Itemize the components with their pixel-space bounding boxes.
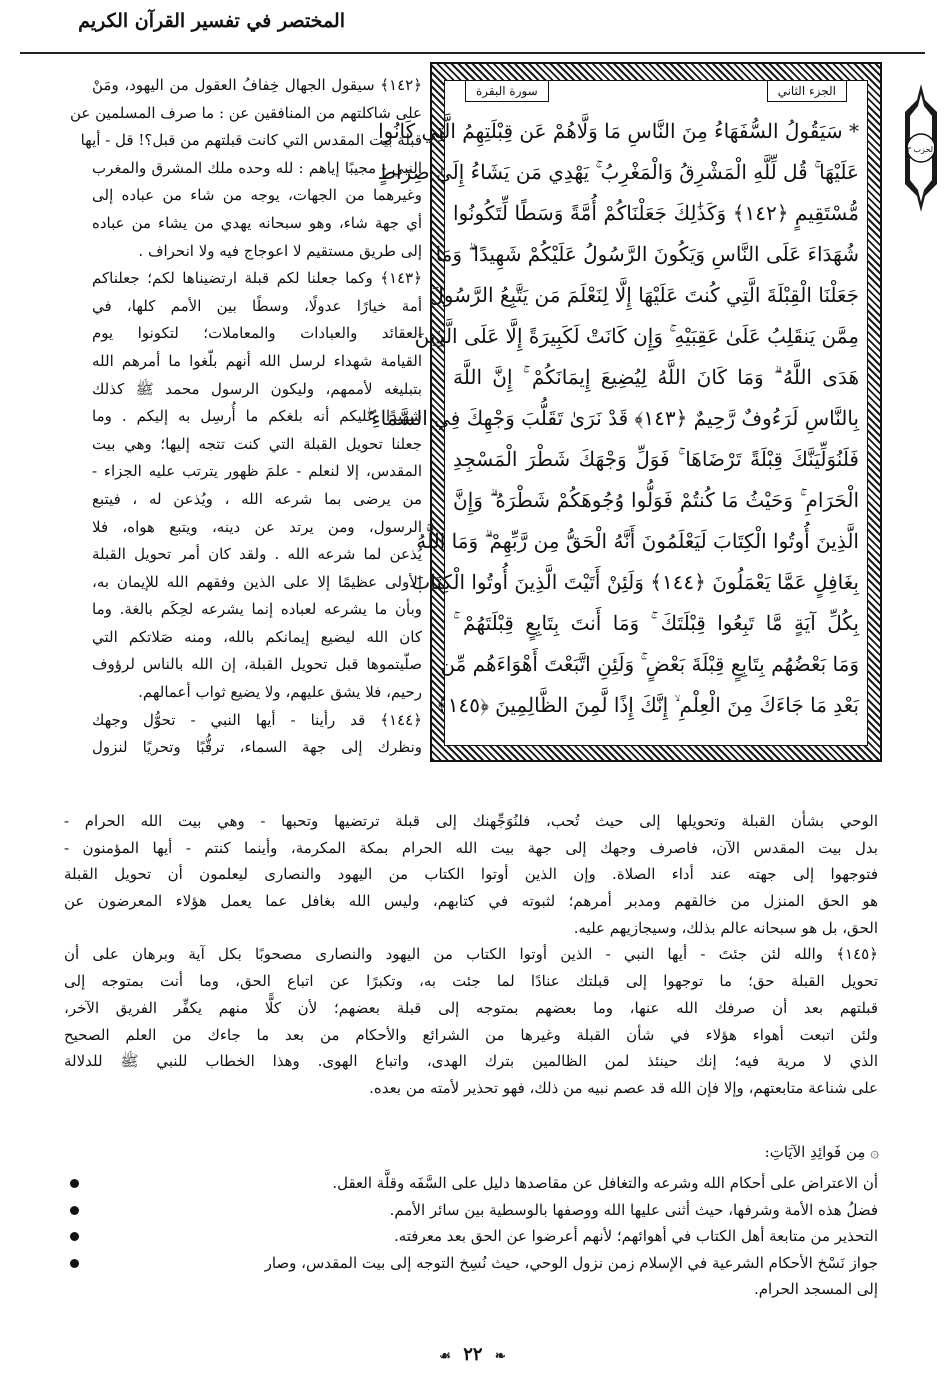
benefit-item <box>64 1250 878 1277</box>
tafsir-line: القيامة شهداء لرسل الله أنهم بلّغوا ما أمرهم الله <box>92 351 422 370</box>
quran-line: بِكُلِّ آيَةٍ مَّا تَبِعُوا قِبْلَتَكَ ۚ وَمَا أَنتَ بِتَابِعٍ قِبْلَتَهُمْ ۚ <box>453 611 859 635</box>
quran-line: * سَيَقُولُ السُّفَهَاءُ مِنَ النَّاسِ مَا وَلَّاهُمْ عَن قِبْلَتِهِمُ الَّتِي كَانُوا <box>378 119 859 143</box>
quran-line: مِمَّن يَنقَلِبُ عَلَىٰ عَقِبَيْهِ ۚ وَإِن كَانَتْ لَكَبِيرَةً إِلَّا عَلَى الَّذِينَ <box>414 324 859 348</box>
benefit-text: أن الاعتراض على أحكام الله وشرعه والتغافل عن مقاصدها دليل على السَّفَه وقلَّة العقل. <box>332 1174 878 1192</box>
quran-line: عَلَيْهَا ۚ قُل لِّلَّهِ الْمَشْرِقُ وَالْمَغْرِبُ ۚ يَهْدِي مَن يَشَاءُ إِلَىٰ صِرَاطٍ <box>377 160 859 184</box>
benefits-heading: ۞ مِن فَوائِدِ الآيَاتِ: <box>764 1143 879 1161</box>
tafsir-line: هو الحق المنزل من خالقهم ومدبر أمرهم؛ لثبوته في كتابهم، وليس الله بغافل عما يعمل هؤلاء المعرضون عن <box>64 892 878 911</box>
ornament-icon: ❧ <box>494 1349 506 1364</box>
tafsir-line: بتبليغه لأممهم، وليكون الرسول محمد ﷺ كذلك <box>92 379 422 398</box>
quran-line: مُّسْتَقِيمٍ ﴿١٤٢﴾ وَكَذَٰلِكَ جَعَلْنَاكُمْ أُمَّةً وَسَطًا لِّتَكُونُوا <box>453 201 859 225</box>
benefit-text: فضلُ هذه الأمة وشرفها، حيث أثنى عليها الله ووصفها بالوسطية بين سائر الأمم. <box>389 1200 878 1219</box>
header-rule <box>20 52 925 54</box>
quran-frame <box>366 62 882 762</box>
page-footer <box>0 1344 945 1365</box>
benefit-item <box>64 1223 878 1250</box>
tafsir-line: بدل بيت المقدس الآن، فاصرف وجهك إلى جهة بيت الله الحرام بمكة المكرمة، وأينما كنتم - أيها المؤمنون - <box>64 838 878 857</box>
tafsir-line: كان الله ليضيع إيمانكم بالله، ومنه صَلاتكم التي <box>92 627 422 646</box>
quran-line: الْحَرَامِ ۚ وَحَيْثُ مَا كُنتُمْ فَوَلُّوا وُجُوهَكُمْ شَطْرَهُ ۗ وَإِنَّ <box>453 488 859 512</box>
bullet-icon <box>70 1179 79 1188</box>
quran-line: فَلَنُوَلِّيَنَّكَ قِبْلَةً تَرْضَاهَا ۚ فَوَلِّ وَجْهَكَ شَطْرَ الْمَسْجِدِ <box>453 447 859 471</box>
quran-line: جَعَلْنَا الْقِبْلَةَ الَّتِي كُنتَ عَلَيْهَا إِلَّا لِنَعْلَمَ مَن يَتَّبِعُ الرَّسُولَ <box>429 283 859 307</box>
benefit-item <box>64 1197 878 1224</box>
tafsir-line: الحق، بل هو سبحانه عالم بذلك، وسيجازيهم عليه. <box>573 918 878 937</box>
tafsir-line: وغيرهما من الجهات، يوجه من شاء من عباده إلى <box>92 186 422 205</box>
quran-line: هَدَى اللَّهُ ۗ وَمَا كَانَ اللَّهُ لِيُضِيعَ إِيمَانَكُمْ ۚ إِنَّ اللَّهَ <box>453 365 859 389</box>
benefits-list <box>64 1170 878 1303</box>
tafsir-line: أمة خيارًا عدولًا، وسطًا بين الأمم كلها، في <box>92 296 422 315</box>
frame-labels <box>465 80 847 102</box>
tafsir-line: إلى طريق مستقيم لا اعوجاج فيه ولا انحراف . <box>138 241 422 260</box>
hizb-label: الحزب ٣ <box>906 145 936 154</box>
book-title: المختصر في تفسير القرآن الكريم <box>78 10 345 32</box>
tafsir-line: يُذعن لما شرعه الله . ولقد كان أمر تحويل القبلة <box>92 545 422 564</box>
tafsir-line: تحويل القبلة حق؛ ما توجهوا إلى قبلتك عنادًا لما جئت به، وتكبرًا عن اتباع الحق، وما أنت بمتوجه إلى <box>64 972 878 991</box>
benefit-text: التحذير من متابعة أهل الكتاب في أهوائهم؛ لأنهم أعرضوا عن الحق بعد معرفته. <box>393 1227 878 1245</box>
benefit-item-continuation <box>64 1276 878 1303</box>
tafsir-line: شهيدًا عليكم أنه بلغكم ما أُرسِل به إليكم . وما <box>92 407 422 426</box>
tafsir-line: ﴿١٤٤﴾ قد رأينا - أيها النبي - تحوُّل وجهك <box>92 710 422 729</box>
tafsir-line: رحيم، فلا يشق عليهم، ولا يضيع ثواب أعمالهم. <box>138 683 422 702</box>
tafsir-line: ﴿١٤٥﴾ والله لئن جئتَ - أيها النبي - الذين أوتوا الكتاب من اليهود والنصارى مصحوبًا بكل آية وبرهان على أن <box>64 945 878 964</box>
benefit-text: إلى المسجد الحرام. <box>753 1280 878 1298</box>
tafsir-line: النبي - مجيبًا إياهم : لله وحده ملك المشرق والمغرب <box>92 158 422 177</box>
tafsir-line: قبلة بيت المقدس التي كانت قبلتهم من قبل؟! قل - أيها <box>80 131 422 150</box>
tafsir-line: ولئن اتبعت أهواء هؤلاء في شأن القبلة وغيرها من الشرائع والأحكام من بعد ما جاءك من العلم الصحيح <box>64 1025 878 1044</box>
quran-line: بِالنَّاسِ لَرَءُوفٌ رَّحِيمٌ ﴿١٤٣﴾ قَدْ نَرَىٰ تَقَلُّبَ وَجْهِكَ فِي السَّمَاءِ ۖ <box>366 406 859 430</box>
quran-verses <box>366 111 859 739</box>
tafsir-line: ﴿١٤٢﴾ سيقول الجهال خِفافُ العقول من اليهود، ومَنْ <box>92 76 422 94</box>
quran-line: شُهَدَاءَ عَلَى النَّاسِ وَيَكُونَ الرَّسُولُ عَلَيْكُمْ شَهِيدًا ۗ وَمَا <box>435 242 859 266</box>
tafsir-line: الذي لا مرية فيه؛ إنك حينئذ لمن الظالمين بترك الهدى، واتباع الهوى. وهذا الخطاب للنبي ﷺ للدلالة <box>64 1052 878 1071</box>
tafsir-line: ونظرك إلى جهة السماء، ترقُّبًا وتحريًا لنزول <box>92 738 422 757</box>
tafsir-line: على شاكلتهم من المنافقين عن : ما صرف المسلمين عن <box>70 103 422 122</box>
benefit-text: جواز نَسْخ الأحكام الشرعية في الإسلام زمن نزول الوحي، حيث نُسِخ التوجه إلى بيت المقدس، وصار <box>264 1253 878 1272</box>
tafsir-line: على شناعة متابعتهم، وإلا فإن الله قد عصم نبيه من ذلك، فهو تحذير لأمته من بعده. <box>369 1078 878 1097</box>
tafsir-line: ﴿١٤٣﴾ وكما جعلنا لكم قبلة ارتضيناها لكم؛ جعلناكم <box>92 269 422 288</box>
quran-line: وَمَا بَعْضُهُم بِتَابِعٍ قِبْلَةَ بَعْضٍ ۚ وَلَئِنِ اتَّبَعْتَ أَهْوَاءَهُم مِّن <box>440 652 859 676</box>
hizb-ornament-icon <box>901 82 941 214</box>
tafsir-line: قبلتهم بعد أن صرفك الله عنها، وما بعضهم بمتوجه إلى قبلة بعضهم؛ لأن كلًّا منهم يكفِّر الفريق الآخر، <box>64 998 878 1017</box>
tafsir-line: الأولى عظيمًا إلا على الذين وفقهم الله للإيمان به، <box>92 572 422 591</box>
juz-label: الجزء الثاني <box>767 80 847 102</box>
surah-label: سورة البقرة <box>465 80 549 102</box>
page-number: ٢٢ <box>463 1344 483 1365</box>
page-header <box>20 8 925 56</box>
tafsir-line: فتوجهوا إلى جهته عند أداء الصلاة. وإن الذين أوتوا الكتاب من اليهود والنصارى ليعلمون أن تحويل القبلة <box>64 865 878 884</box>
tafsir-line: جعلنا تحويل القبلة التي كنت تتجه إليها؛ وهي بيت <box>92 434 422 453</box>
tafsir-continuation <box>64 808 878 1102</box>
tafsir-line: المقدس، إلا لنعلم - علمَ ظهور يترتب عليه الجزاء - <box>92 462 422 481</box>
tafsir-line: أي جهة شاء، وهو سبحانه يهدي من يشاء من عباده <box>92 213 422 232</box>
quran-text-area <box>366 80 868 746</box>
tafsir-line: صلّيتموها قبل تحويل القبلة، إن الله بالناس لرؤوف <box>92 655 422 674</box>
tafsir-column <box>70 72 422 772</box>
bullet-icon <box>70 1259 79 1268</box>
quran-line: بِغَافِلٍ عَمَّا يَعْمَلُونَ ﴿١٤٤﴾ وَلَئِنْ أَتَيْتَ الَّذِينَ أُوتُوا الْكِتَابَ <box>411 570 859 594</box>
tafsir-line: الرسول، ومن يرتد عن دينه، ويتبع هواه، فلا <box>92 517 422 536</box>
tafsir-line: الوحي بشأن القبلة وتحويلها إلى حيث تُحب، فلنُوَجِّهنك إلى قبلة ترتضيها وتحبها - وهي بيت الله الحرام - <box>64 812 878 830</box>
benefit-item <box>64 1170 878 1197</box>
tafsir-line: من يرضى بما شرعه الله ، ويُذعن له ، فيتبع <box>92 489 422 508</box>
tafsir-line: وبأن ما يشرعه لعباده إنما يشرعه لحِكَم بالغة. وما <box>92 600 422 619</box>
bullet-icon <box>70 1206 79 1215</box>
tafsir-line: العقائد والعبادات والمعاملات؛ لتكونوا يوم <box>92 324 422 343</box>
quran-line: بَعْدِ مَا جَاءَكَ مِنَ الْعِلْمِ ۙ إِنَّكَ إِذًا لَّمِنَ الظَّالِمِينَ ﴿١٤٥﴾ <box>435 693 859 717</box>
ornament-icon: ☙ <box>439 1349 451 1364</box>
quran-line: الَّذِينَ أُوتُوا الْكِتَابَ لَيَعْلَمُونَ أَنَّهُ الْحَقُّ مِن رَّبِّهِمْ ۗ وَمَا اللَّهُ <box>416 529 859 553</box>
bullet-icon <box>70 1232 79 1241</box>
